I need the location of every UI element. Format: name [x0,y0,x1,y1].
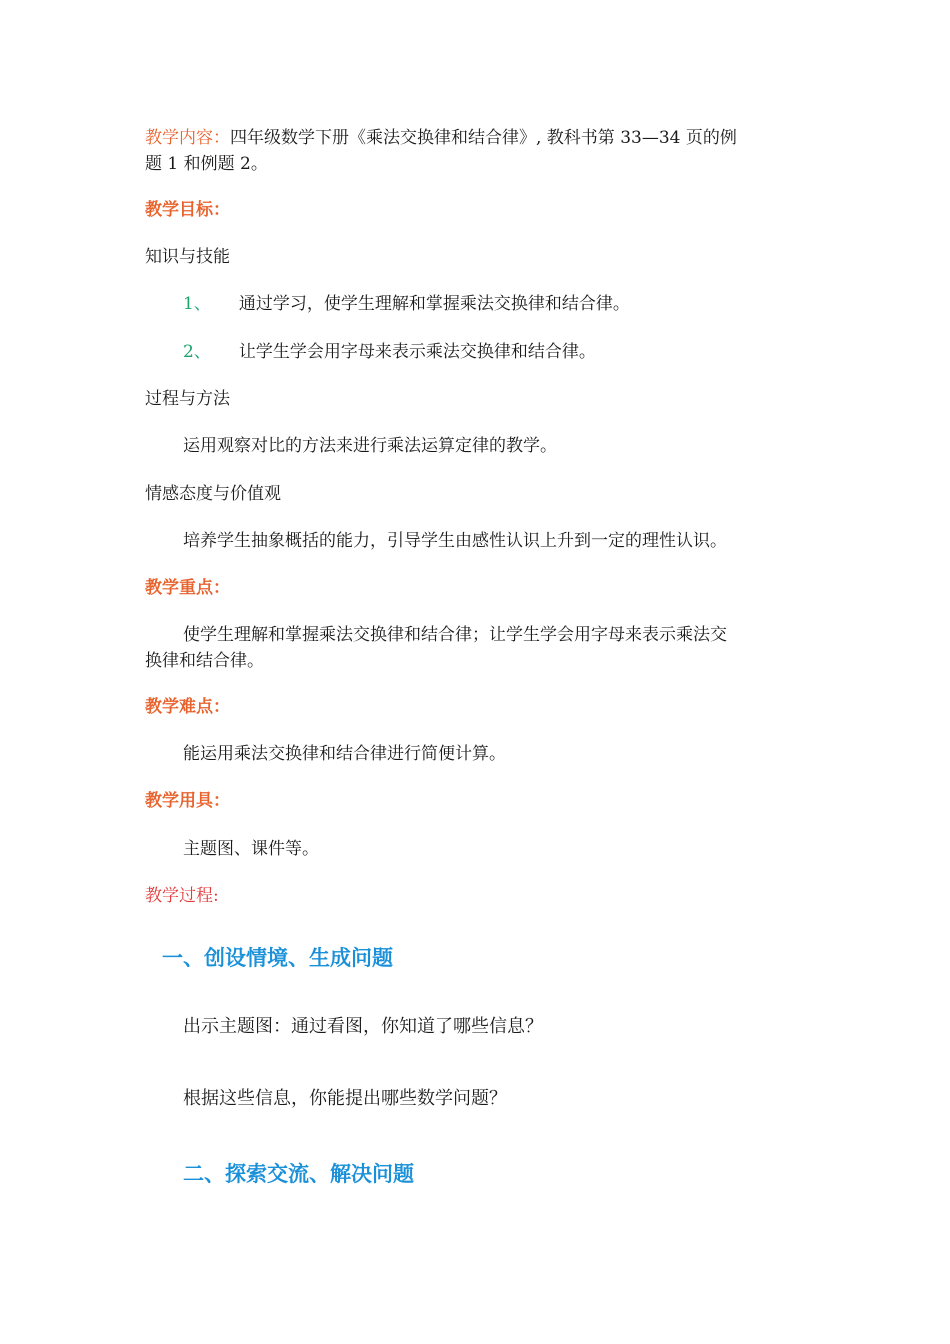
content-line-2: 题 1 和例题 2。 [145,154,268,174]
process-method-text: 运用观察对比的方法来进行乘法运算定律的教学。 [183,436,557,456]
objective-item-2 [183,340,596,364]
objective-item-1 [183,292,630,316]
objectives-label: 教学目标： [145,200,230,220]
objective-text-2: 让学生学会用字母来表示乘法交换律和结合律。 [238,342,596,362]
objective-num-1: 1、 [183,294,211,314]
emotion-text: 培养学生抽象概括的能力，引导学生由感性认识上升到一定的理性认识。 [183,531,727,551]
tools-label: 教学用具： [145,791,230,811]
difficulties-text: 能运用乘法交换律和结合律进行简便计算。 [183,744,506,764]
section-1-line-2: 根据这些信息，你能提出哪些数学问题？ [183,1088,507,1109]
section-1-line-1: 出示主题图：通过看图，你知道了哪些信息？ [183,1016,543,1037]
section-2-heading: 二、探索交流、解决问题 [183,1162,414,1186]
difficulties-label: 教学难点： [145,697,230,717]
process-method-title: 过程与方法 [145,389,230,409]
objective-text-1: 通过学习，使学生理解和掌握乘法交换律和结合律。 [238,294,630,314]
process-label: 教学过程: [145,886,219,906]
key-points-line-1: 使学生理解和掌握乘法交换律和结合律；让学生学会用字母来表示乘法交 [183,625,727,645]
section-1-heading: 一、创设情境、生成问题 [162,946,393,970]
key-points-label: 教学重点： [145,578,230,598]
emotion-title: 情感态度与价值观 [145,484,281,504]
tools-text: 主题图、课件等。 [183,839,319,859]
key-points-line-2: 换律和结合律。 [145,651,264,671]
content-label: 教学内容： [145,128,230,148]
content-line-1 [145,126,737,150]
objective-num-2: 2、 [183,342,211,362]
content-text-1: 四年级数学下册《乘法交换律和结合律》, 教科书第 33—34 页的例 [230,128,737,148]
knowledge-title: 知识与技能 [145,247,230,267]
